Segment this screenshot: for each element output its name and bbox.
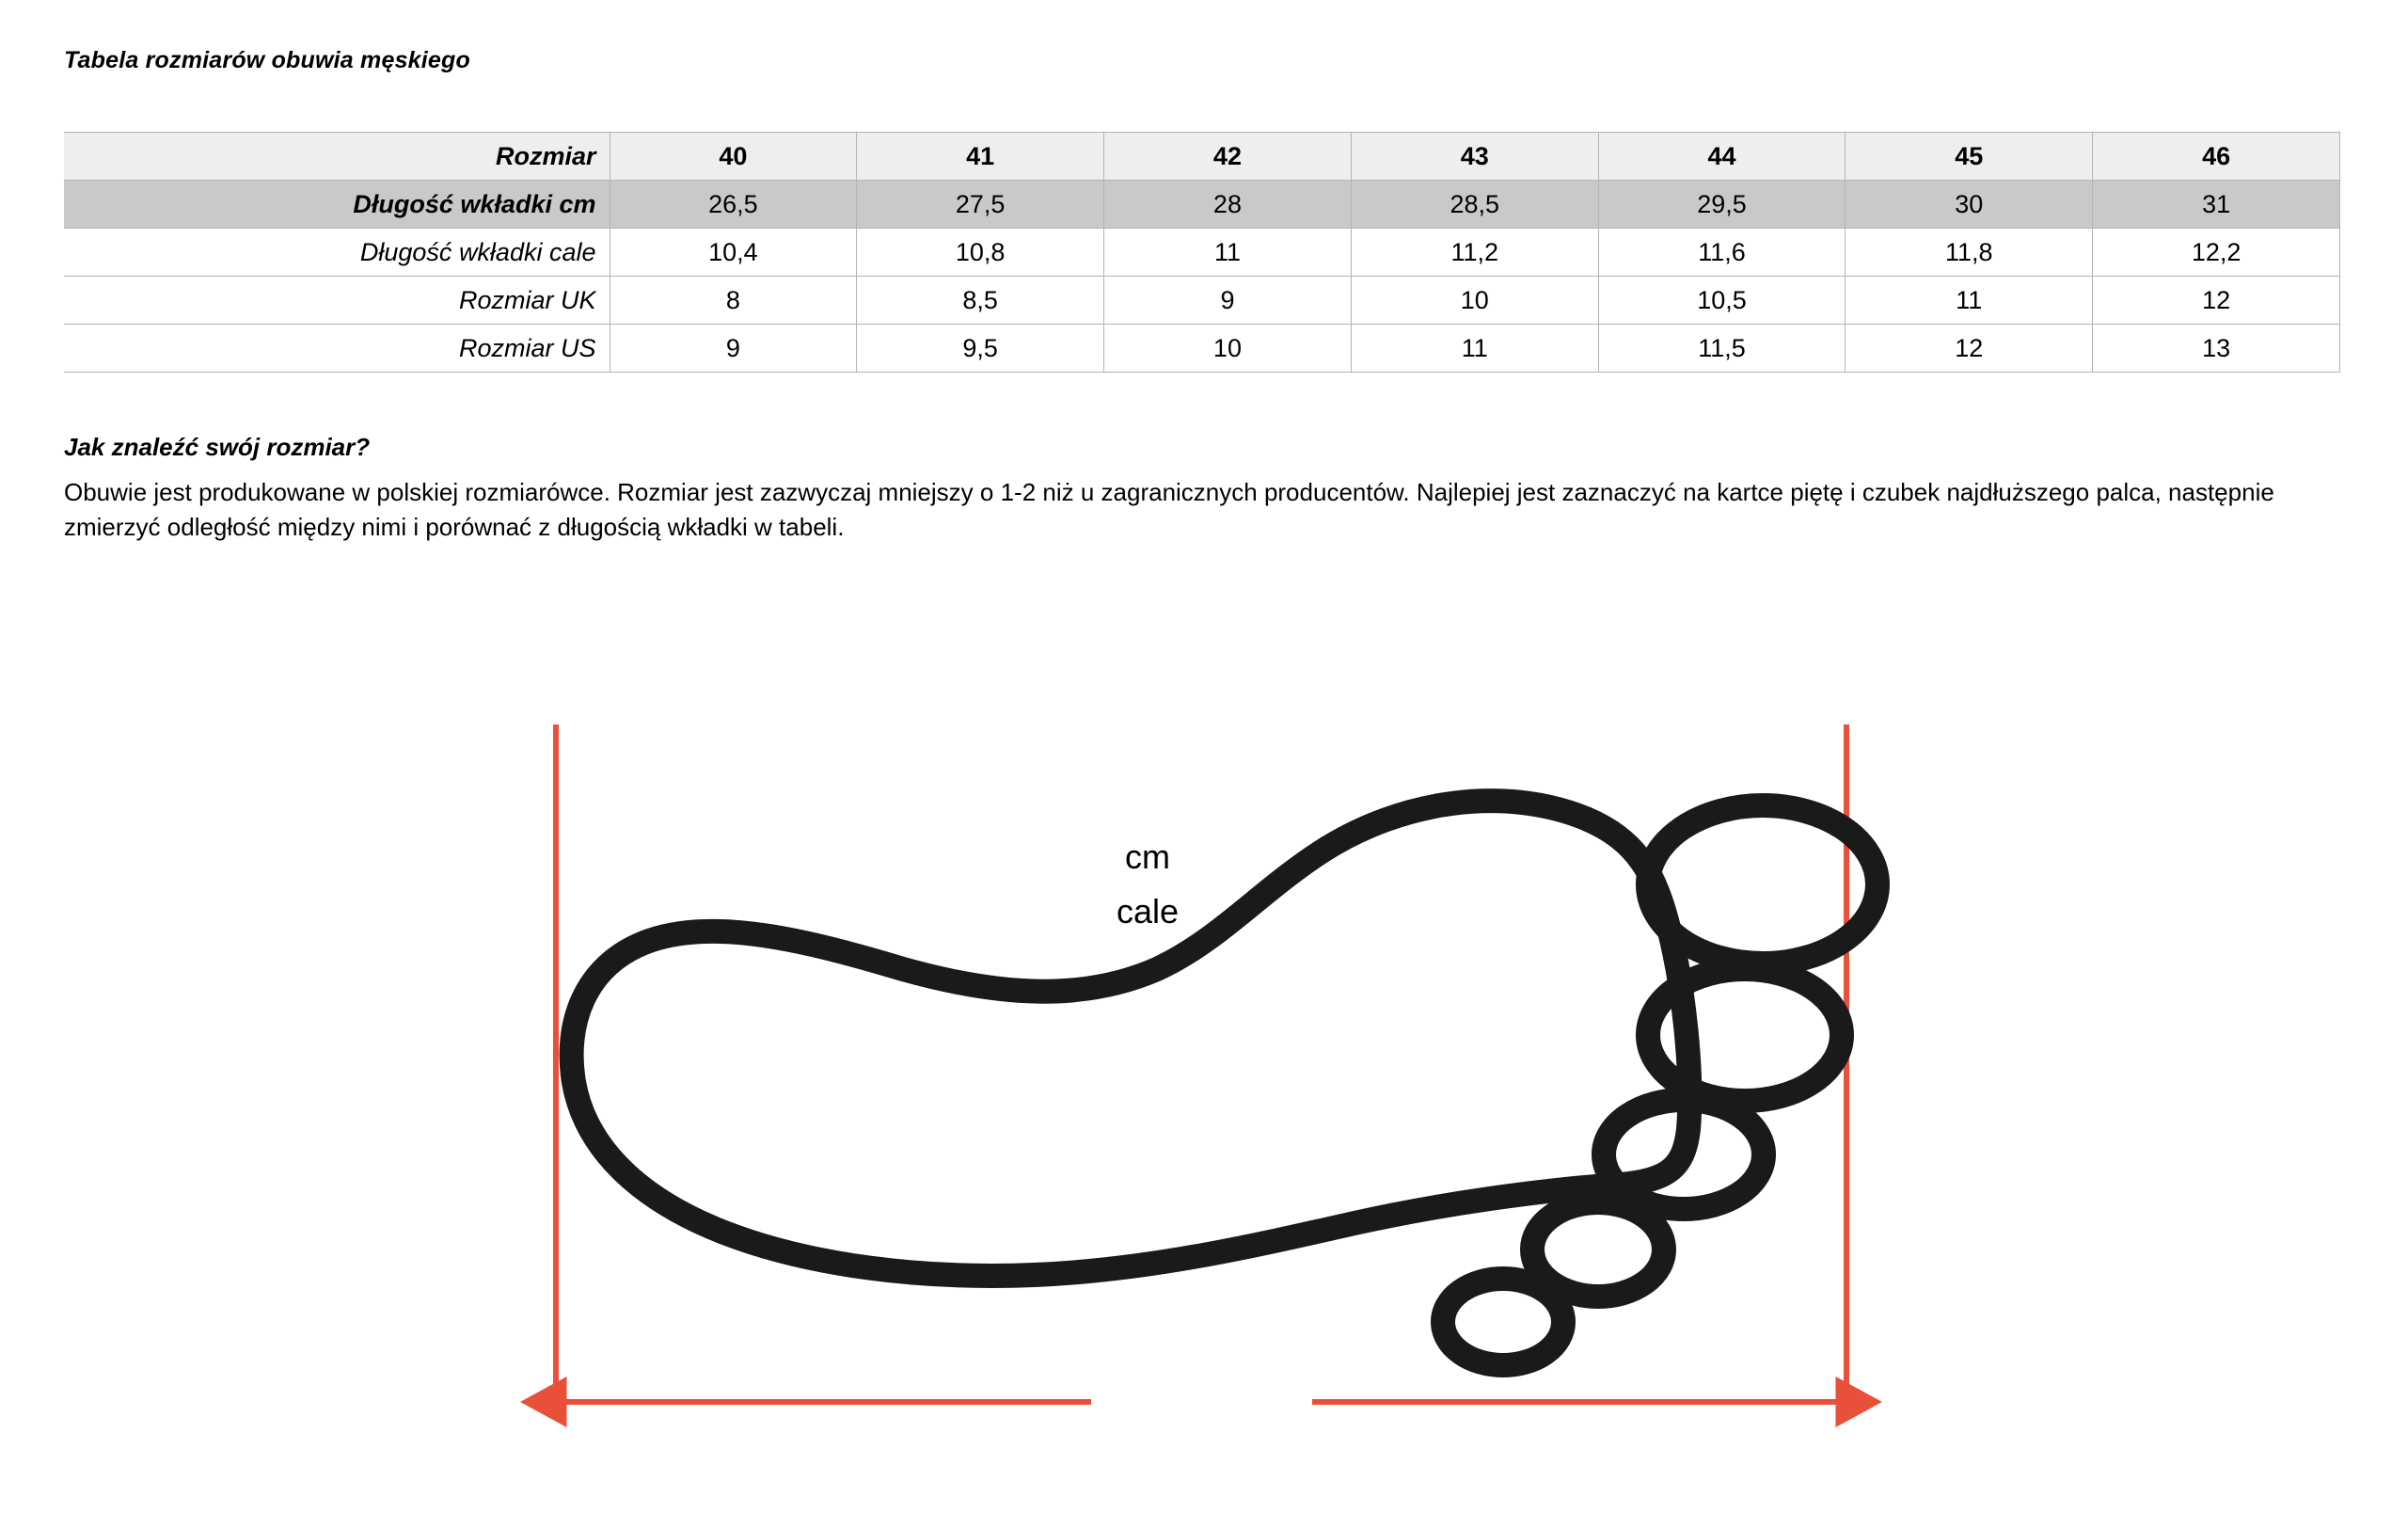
row-label-dlugosc-wkladki-cale: Długość wkładki cale: [64, 229, 610, 277]
unit-label-cale: cale: [1116, 892, 1180, 931]
size-table: [64, 132, 2340, 373]
table-cell: 30: [1846, 181, 2093, 229]
table-cell: 11,8: [1846, 229, 2093, 277]
table-cell: 8,5: [857, 277, 1104, 325]
table-cell: 40: [610, 133, 857, 181]
help-heading: Jak znaleźć swój rozmiar?: [64, 433, 371, 461]
row-label-rozmiar-uk: Rozmiar UK: [64, 277, 610, 325]
table-cell: 11,5: [1598, 325, 1846, 373]
table-cell: 42: [1104, 133, 1352, 181]
table-cell: 10,8: [857, 229, 1104, 277]
foot-measurement-diagram: [0, 659, 2408, 1524]
size-table-body: [64, 133, 2340, 373]
table-cell: 11: [1104, 229, 1352, 277]
row-label-rozmiar-us: Rozmiar US: [64, 325, 610, 373]
table-cell: 11,2: [1351, 229, 1598, 277]
table-cell: 44: [1598, 133, 1846, 181]
table-cell: 41: [857, 133, 1104, 181]
page-title: Tabela rozmiarów obuwia męskiego: [64, 47, 470, 73]
table-cell: 29,5: [1598, 181, 1846, 229]
table-cell: 10,4: [610, 229, 857, 277]
row-label-dlugosc-wkladki-cm: Długość wkładki cm: [64, 181, 610, 229]
table-cell: 10: [1351, 277, 1598, 325]
help-text: Obuwie jest produkowane w polskiej rozmiarówce. Rozmiar jest zazwyczaj mniejszy o 1-2 niż u zagranicznych producentów. Najlepiej jest zaznaczyć na kartce piętę i czubek najdłuższego palca, następnie zmierzyć odległość między nimi i porównać z długością wkładki w tabeli.: [64, 478, 2274, 541]
table-cell: 12: [1846, 325, 2093, 373]
table-cell: 11,6: [1598, 229, 1846, 277]
table-cell: 12,2: [2093, 229, 2340, 277]
row-label-rozmiar: Rozmiar: [64, 133, 610, 181]
foot-outline-icon: [572, 801, 1877, 1365]
table-cell: 11: [1846, 277, 2093, 325]
table-cell: 13: [2093, 325, 2340, 373]
table-cell: 26,5: [610, 181, 857, 229]
table-cell: 43: [1351, 133, 1598, 181]
table-cell: 8: [610, 277, 857, 325]
table-cell: 28: [1104, 181, 1352, 229]
unit-label-cm: cm: [1125, 837, 1170, 876]
table-cell: 12: [2093, 277, 2340, 325]
table-row-dlugosc-wkladki-cale: [64, 229, 2340, 277]
table-row-rozmiar-uk: [64, 277, 2340, 325]
table-row-dlugosc-wkladki-cm: [64, 181, 2340, 229]
table-cell: 9: [1104, 277, 1352, 325]
table-cell: 45: [1846, 133, 2093, 181]
table-cell: 27,5: [857, 181, 1104, 229]
table-cell: 10,5: [1598, 277, 1846, 325]
table-row-rozmiar: [64, 133, 2340, 181]
table-cell: 28,5: [1351, 181, 1598, 229]
table-cell: 31: [2093, 181, 2340, 229]
table-cell: 9: [610, 325, 857, 373]
table-cell: 11: [1351, 325, 1598, 373]
table-row-rozmiar-us: [64, 325, 2340, 373]
table-cell: 9,5: [857, 325, 1104, 373]
table-cell: 10: [1104, 325, 1352, 373]
table-cell: 46: [2093, 133, 2340, 181]
